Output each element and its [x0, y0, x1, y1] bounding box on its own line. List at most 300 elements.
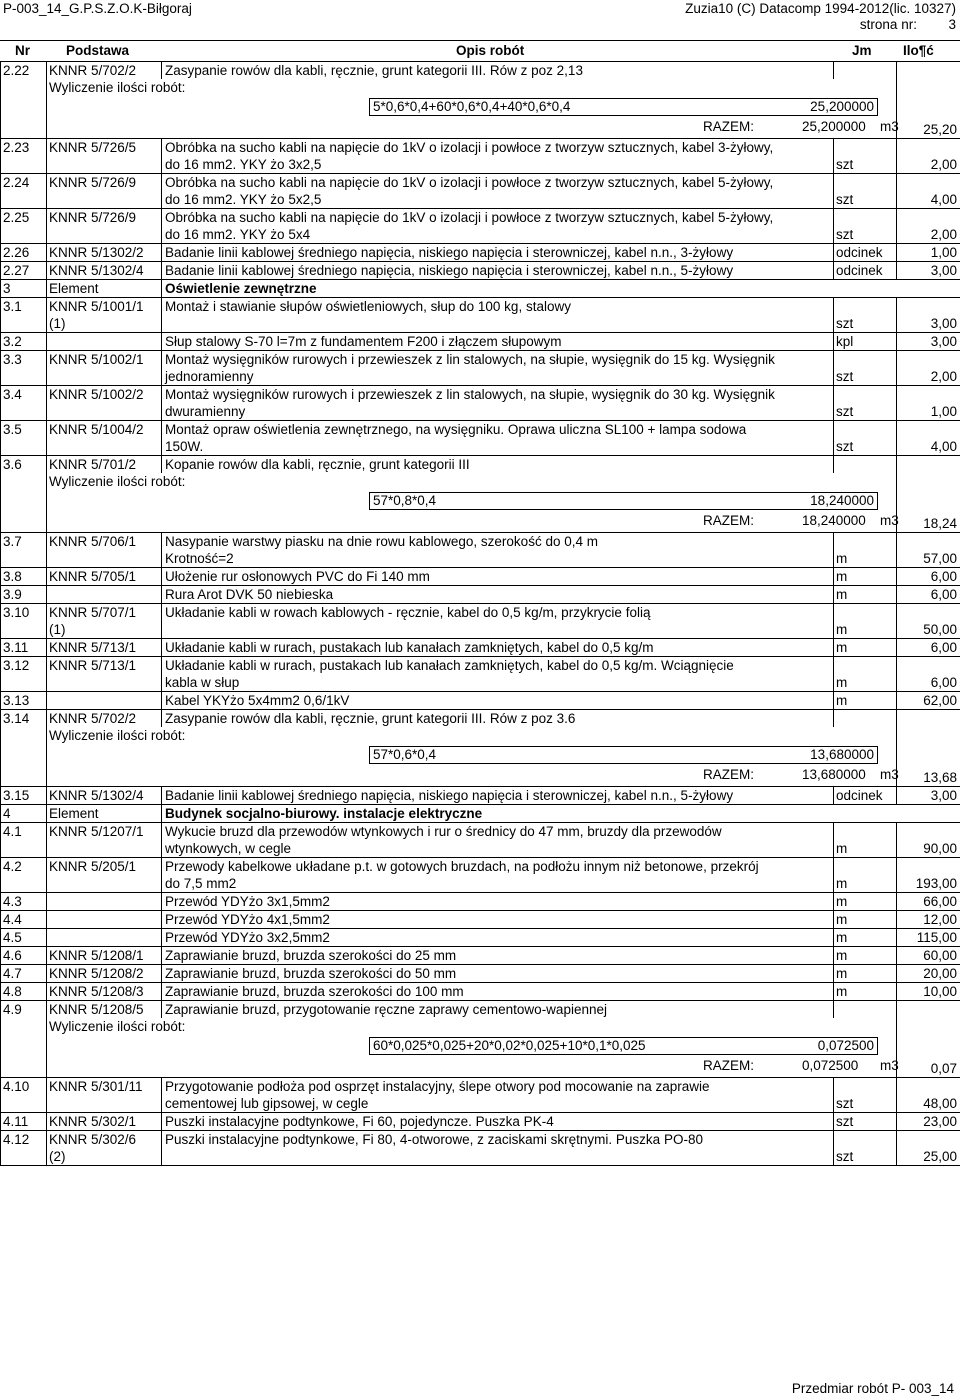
item-basis: KNNR 5/1302/4	[47, 262, 162, 280]
item-row	[1, 657, 960, 692]
calc-total: 0,07	[897, 1018, 960, 1078]
item-nr: 3.15	[1, 787, 47, 805]
item-basis	[47, 333, 162, 351]
document-id: P-003_14_G.P.S.Z.O.K-Biłgoraj	[3, 1, 192, 16]
item-unit: szt	[834, 386, 897, 421]
item-unit: m	[834, 533, 897, 568]
calc-total: 13,68	[897, 727, 960, 787]
item-basis: KNNR 5/706/1	[47, 533, 162, 568]
section-label: Element	[47, 805, 162, 823]
item-basis: KNNR 5/713/1	[47, 639, 162, 657]
item-quantity: 6,00	[897, 586, 960, 604]
item-description: Nasypanie warstwy piasku na dnie rowu kablowego, szerokość do 0,4 m	[165, 534, 598, 549]
calculation-row	[1, 1018, 960, 1078]
item-nr: 3.2	[1, 333, 47, 351]
item-unit: szt	[834, 1131, 897, 1166]
item-nr: 4.11	[1, 1113, 47, 1131]
item-quantity: 115,00	[897, 929, 960, 947]
item-nr: 4.10	[1, 1078, 47, 1113]
item-unit: m	[834, 823, 897, 858]
page-label: strona nr:	[859, 17, 917, 32]
item-description: Przygotowanie podłoża pod osprzęt instalacyjny, ślepe otwory pod mocowanie na zaprawie	[165, 1079, 710, 1094]
item-unit: szt	[834, 209, 897, 244]
item-unit: szt	[834, 351, 897, 386]
item-description-cell	[162, 209, 834, 244]
item-basis: KNNR 5/713/1	[47, 657, 162, 692]
item-row	[1, 692, 960, 710]
item-quantity: 6,00	[897, 657, 960, 692]
calculation-row	[1, 727, 960, 787]
section-title: Oświetlenie zewnętrzne	[162, 280, 834, 298]
col-header-opis: Opis robót	[456, 43, 525, 58]
item-description: Zasypanie rowów dla kabli, ręcznie, grunt kategorii III. Rów z poz 3.6	[165, 711, 576, 726]
item-description: Montaż i stawianie słupów oświetleniowych, słup do 100 kg, stalowy	[165, 299, 571, 314]
item-row	[1, 174, 960, 209]
item-row	[1, 533, 960, 568]
item-nr: 2.24	[1, 174, 47, 209]
item-nr: 3.5	[1, 421, 47, 456]
section-jm	[834, 805, 897, 823]
item-nr: 3.13	[1, 692, 47, 710]
item-description: Ułożenie rur osłonowych PVC do Fi 140 mm	[165, 569, 430, 584]
item-description	[162, 1148, 833, 1165]
calc-label: Wyliczenie ilości robót:	[49, 1019, 186, 1034]
item-description: Badanie linii kablowej średniego napięcia, niskiego napięcia i sterowniczej, kabel n.n., 5-żyłowy	[165, 263, 734, 278]
item-unit: m	[834, 858, 897, 893]
item-quantity: 193,00	[897, 858, 960, 893]
item-quantity: 1,00	[897, 386, 960, 421]
item-unit: m	[834, 692, 897, 710]
item-row	[1, 1001, 960, 1019]
item-unit: m	[834, 929, 897, 947]
item-row	[1, 823, 960, 858]
item-basis: KNNR 5/1302/2	[47, 244, 162, 262]
item-row	[1, 929, 960, 947]
item-unit: kpl	[834, 333, 897, 351]
item-quantity: 90,00	[897, 823, 960, 858]
item-nr: 4.1	[1, 823, 47, 858]
item-basis: KNNR 5/1208/5	[47, 1001, 162, 1019]
item-nr: 4.4	[1, 911, 47, 929]
item-nr: 2.26	[1, 244, 47, 262]
section-row	[1, 805, 960, 823]
item-row	[1, 1113, 960, 1131]
item-description-cell	[162, 604, 834, 639]
item-description: wtynkowych, w cegle	[165, 841, 292, 856]
item-description-cell	[162, 421, 834, 456]
item-basis: KNNR 5/1208/3	[47, 983, 162, 1001]
item-description: Zaprawianie bruzd, przygotowanie ręczne zaprawy cementowo-wapiennej	[165, 1002, 607, 1017]
item-description-cell	[162, 893, 834, 911]
item-quantity: 66,00	[897, 893, 960, 911]
item-basis: KNNR 5/707/1 (1)	[47, 604, 162, 639]
item-quantity: 3,00	[897, 262, 960, 280]
item-nr: 4.7	[1, 965, 47, 983]
item-description-cell	[162, 1078, 834, 1113]
item-nr: 3.7	[1, 533, 47, 568]
calc-nr-empty	[1, 1018, 47, 1078]
item-description: do 16 mm2. YKY żo 5x2,5	[165, 192, 322, 207]
calc-label: Wyliczenie ilości robót:	[49, 474, 186, 489]
item-description: Układanie kabli w rurach, pustakach lub kanałach zamkniętych, kabel do 0,5 kg/m	[165, 640, 654, 655]
item-unit	[834, 456, 897, 474]
item-basis: KNNR 5/726/9	[47, 174, 162, 209]
item-unit: szt	[834, 421, 897, 456]
item-nr: 3.14	[1, 710, 47, 728]
item-description: Krotność=2	[165, 551, 234, 566]
item-description-cell	[162, 262, 834, 280]
item-unit: szt	[834, 1113, 897, 1131]
item-quantity: 23,00	[897, 1113, 960, 1131]
item-quantity: 10,00	[897, 983, 960, 1001]
item-nr: 3.8	[1, 568, 47, 586]
page-value: 3	[948, 17, 956, 32]
razem-value: 18,240000	[802, 513, 866, 528]
calc-formula-box	[369, 1037, 878, 1055]
item-description: Układanie kabli w rurach, pustakach lub kanałach zamkniętych, kabel do 0,5 kg/m. Wciągnięcie	[165, 658, 734, 673]
item-unit: m	[834, 657, 897, 692]
item-quantity: 3,00	[897, 298, 960, 333]
item-basis: KNNR 5/1002/1	[47, 351, 162, 386]
item-description-cell	[162, 639, 834, 657]
razem-unit: m3	[880, 1058, 899, 1073]
item-quantity: 1,00	[897, 244, 960, 262]
item-quantity: 3,00	[897, 333, 960, 351]
calc-formula-box	[369, 98, 878, 116]
item-description-cell	[162, 929, 834, 947]
item-row	[1, 586, 960, 604]
calc-formula: 5*0,6*0,4+60*0,6*0,4+40*0,6*0,4	[373, 99, 571, 114]
item-quantity: 6,00	[897, 568, 960, 586]
item-quantity: 62,00	[897, 692, 960, 710]
section-ilosc	[897, 280, 960, 298]
item-unit: m	[834, 911, 897, 929]
item-basis: KNNR 5/726/9	[47, 209, 162, 244]
item-row	[1, 911, 960, 929]
item-description: Montaż wysięgników rurowych i przewieszek z lin stalowych, na słupie, wysięgnik do 30 kg. Wysięgnik	[165, 387, 775, 402]
item-description-cell	[162, 298, 834, 333]
item-nr: 4.12	[1, 1131, 47, 1166]
calc-value: 18,240000	[810, 493, 874, 508]
col-header-nr: Nr	[15, 43, 31, 58]
calc-label: Wyliczenie ilości robót:	[49, 80, 186, 95]
item-description: Zaprawianie bruzd, bruzda szerokości do 100 mm	[165, 984, 464, 999]
calculation-block	[47, 473, 897, 533]
item-description: Rura Arot DVK 50 niebieska	[165, 587, 334, 602]
item-quantity: 48,00	[897, 1078, 960, 1113]
item-description-cell	[162, 333, 834, 351]
col-header-podstawa: Podstawa	[66, 43, 130, 58]
item-description-cell	[162, 351, 834, 386]
item-description: Montaż opraw oświetlenia zewnętrznego, na wysięgniku. Oprawa uliczna SL100 + lampa sodowa	[165, 422, 747, 437]
item-nr: 2.25	[1, 209, 47, 244]
item-description-cell	[162, 1113, 834, 1131]
item-quantity: 25,00	[897, 1131, 960, 1166]
razem-value: 13,680000	[802, 767, 866, 782]
item-description: Obróbka na sucho kabli na napięcie do 1kV o izolacji i powłoce z tworzyw sztucznych, kabel 5-żyłowy,	[165, 210, 774, 225]
item-description: do 7,5 mm2	[165, 876, 237, 891]
item-quantity: 4,00	[897, 174, 960, 209]
item-description: do 16 mm2. YKY żo 5x4	[165, 227, 311, 242]
item-quantity: 50,00	[897, 604, 960, 639]
item-description: cementowej lub gipsowej, w cegle	[165, 1096, 369, 1111]
item-nr: 3.3	[1, 351, 47, 386]
item-description-cell	[162, 62, 834, 80]
item-description: dwuramienny	[165, 404, 246, 419]
calc-label: Wyliczenie ilości robót:	[49, 728, 186, 743]
item-description-cell	[162, 174, 834, 209]
razem-unit: m3	[880, 767, 899, 782]
item-row	[1, 262, 960, 280]
item-basis: KNNR 5/205/1	[47, 858, 162, 893]
item-description: 150W.	[165, 439, 204, 454]
item-row	[1, 983, 960, 1001]
item-description-cell	[162, 858, 834, 893]
item-basis: KNNR 5/726/5	[47, 139, 162, 174]
calc-formula: 57*0,6*0,4	[373, 747, 437, 762]
razem-unit: m3	[880, 513, 899, 528]
item-description: Przewody kabelkowe układane p.t. w gotowych bruzdach, na podłożu innym niż betonowe, przekrój	[165, 859, 759, 874]
item-basis	[47, 893, 162, 911]
calc-formula: 57*0,8*0,4	[373, 493, 437, 508]
item-basis: KNNR 5/705/1	[47, 568, 162, 586]
section-label: Element	[47, 280, 162, 298]
item-description: Zaprawianie bruzd, bruzda szerokości do 50 mm	[165, 966, 457, 981]
item-unit: odcinek	[834, 262, 897, 280]
item-nr: 2.27	[1, 262, 47, 280]
item-basis: KNNR 5/702/2	[47, 62, 162, 80]
item-unit: m	[834, 604, 897, 639]
item-basis: KNNR 5/1208/1	[47, 947, 162, 965]
item-description: Zaprawianie bruzd, bruzda szerokości do 25 mm	[165, 948, 457, 963]
item-unit: szt	[834, 1078, 897, 1113]
item-unit: odcinek	[834, 244, 897, 262]
razem-label: RAZEM:	[703, 119, 755, 134]
item-description-cell	[162, 965, 834, 983]
calculation-block	[47, 79, 897, 139]
item-row	[1, 858, 960, 893]
item-basis: KNNR 5/302/6 (2)	[47, 1131, 162, 1166]
item-description: Montaż wysięgników rurowych i przewieszek z lin stalowych, na słupie, wysięgnik do 15 kg. Wysięgnik	[165, 352, 775, 367]
item-row	[1, 639, 960, 657]
calc-formula: 60*0,025*0,025+20*0,02*0,025+10*0,1*0,025	[373, 1038, 646, 1053]
item-description: Przewód YDYżo 3x2,5mm2	[165, 930, 330, 945]
item-row	[1, 1131, 960, 1166]
item-description-cell	[162, 1001, 834, 1019]
razem-label: RAZEM:	[703, 1058, 755, 1073]
item-description-cell	[162, 911, 834, 929]
section-nr: 3	[1, 280, 47, 298]
item-description-cell	[162, 983, 834, 1001]
item-row	[1, 1078, 960, 1113]
item-description-cell	[162, 533, 834, 568]
item-description: Obróbka na sucho kabli na napięcie do 1kV o izolacji i powłoce z tworzyw sztucznych, kabel 5-żyłowy,	[165, 175, 774, 190]
item-unit: m	[834, 586, 897, 604]
calc-nr-empty	[1, 727, 47, 787]
item-nr: 4.3	[1, 893, 47, 911]
item-basis: KNNR 5/1001/1 (1)	[47, 298, 162, 333]
item-description: Słup stalowy S-70 l=7m z fundamentem F200 i złączem słupowym	[165, 334, 562, 349]
item-quantity	[897, 710, 960, 728]
item-description: Przewód YDYżo 4x1,5mm2	[165, 912, 330, 927]
item-row	[1, 244, 960, 262]
item-quantity: 2,00	[897, 139, 960, 174]
item-quantity: 4,00	[897, 421, 960, 456]
calc-nr-empty	[1, 79, 47, 139]
item-nr: 4.2	[1, 858, 47, 893]
item-quantity	[897, 1001, 960, 1019]
item-description-cell	[162, 1131, 834, 1166]
item-row	[1, 947, 960, 965]
item-unit: odcinek	[834, 787, 897, 805]
item-quantity	[897, 62, 960, 80]
item-quantity: 57,00	[897, 533, 960, 568]
item-basis	[47, 929, 162, 947]
item-basis: KNNR 5/1004/2	[47, 421, 162, 456]
item-basis: KNNR 5/1302/4	[47, 787, 162, 805]
page-number	[860, 17, 956, 32]
calc-nr-empty	[1, 473, 47, 533]
item-description: do 16 mm2. YKY żo 3x2,5	[165, 157, 322, 172]
item-description: Przewód YDYżo 3x1,5mm2	[165, 894, 330, 909]
calculation-block	[47, 727, 897, 787]
razem-value: 25,200000	[802, 119, 866, 134]
item-unit: m	[834, 983, 897, 1001]
item-row	[1, 62, 960, 80]
item-unit	[834, 62, 897, 80]
item-description-cell	[162, 947, 834, 965]
razem-unit: m3	[880, 119, 899, 134]
item-unit: m	[834, 965, 897, 983]
item-nr: 3.12	[1, 657, 47, 692]
item-nr: 3.11	[1, 639, 47, 657]
item-description-cell	[162, 386, 834, 421]
item-row	[1, 298, 960, 333]
footer-label: Przedmiar robót P- 003_14	[791, 1381, 954, 1396]
item-description: Kabel YKYżo 5x4mm2 0,6/1kV	[165, 693, 350, 708]
item-unit: m	[834, 639, 897, 657]
calc-total: 18,24	[897, 473, 960, 533]
item-unit	[834, 710, 897, 728]
item-basis	[47, 586, 162, 604]
item-row	[1, 787, 960, 805]
item-quantity: 6,00	[897, 639, 960, 657]
item-unit: m	[834, 947, 897, 965]
item-description: Kopanie rowów dla kabli, ręcznie, grunt kategorii III	[165, 457, 470, 472]
item-row	[1, 351, 960, 386]
item-quantity: 2,00	[897, 351, 960, 386]
item-nr: 3.4	[1, 386, 47, 421]
item-row	[1, 333, 960, 351]
item-description: Badanie linii kablowej średniego napięcia, niskiego napięcia i sterowniczej, kabel n.n., 3-żyłowy	[165, 245, 734, 260]
item-basis: KNNR 5/701/2	[47, 456, 162, 474]
calc-value: 0,072500	[817, 1038, 874, 1053]
item-row	[1, 209, 960, 244]
item-description	[162, 315, 833, 332]
item-description-cell	[162, 823, 834, 858]
item-row	[1, 456, 960, 474]
cost-estimate-table	[0, 61, 960, 1166]
item-unit	[834, 1001, 897, 1019]
item-description: kabla w słup	[165, 675, 240, 690]
section-jm	[834, 280, 897, 298]
item-unit: m	[834, 893, 897, 911]
item-quantity: 20,00	[897, 965, 960, 983]
calc-formula-box	[369, 746, 878, 764]
software-license: Zuzia10 (C) Datacomp 1994-2012(lic. 10327)	[685, 1, 956, 16]
item-basis: KNNR 5/1207/1	[47, 823, 162, 858]
item-quantity: 12,00	[897, 911, 960, 929]
item-row	[1, 568, 960, 586]
item-description: Zasypanie rowów dla kabli, ręcznie, grunt kategorii III. Rów z poz 2,13	[165, 63, 583, 78]
section-ilosc	[897, 805, 960, 823]
item-basis: KNNR 5/302/1	[47, 1113, 162, 1131]
item-nr: 4.5	[1, 929, 47, 947]
calculation-block	[47, 1018, 897, 1078]
razem-label: RAZEM:	[703, 767, 755, 782]
item-description-cell	[162, 657, 834, 692]
item-nr: 3.9	[1, 586, 47, 604]
item-description-cell	[162, 692, 834, 710]
calc-value: 25,200000	[810, 99, 874, 114]
item-unit: m	[834, 568, 897, 586]
item-nr: 2.23	[1, 139, 47, 174]
item-nr: 3.1	[1, 298, 47, 333]
item-quantity: 3,00	[897, 787, 960, 805]
item-unit: szt	[834, 139, 897, 174]
item-row	[1, 965, 960, 983]
item-description-cell	[162, 456, 834, 474]
item-description-cell	[162, 139, 834, 174]
item-row	[1, 710, 960, 728]
item-basis: KNNR 5/1208/2	[47, 965, 162, 983]
section-row	[1, 280, 960, 298]
calc-formula-box	[369, 492, 878, 510]
item-nr: 3.6	[1, 456, 47, 474]
item-basis	[47, 692, 162, 710]
item-row	[1, 386, 960, 421]
calculation-row	[1, 473, 960, 533]
item-description-cell	[162, 710, 834, 728]
item-basis: KNNR 5/702/2	[47, 710, 162, 728]
section-nr: 4	[1, 805, 47, 823]
item-nr: 4.6	[1, 947, 47, 965]
item-nr: 4.9	[1, 1001, 47, 1019]
item-description-cell	[162, 568, 834, 586]
item-description	[162, 621, 833, 638]
item-nr: 3.10	[1, 604, 47, 639]
item-row	[1, 893, 960, 911]
item-nr: 4.8	[1, 983, 47, 1001]
item-basis: KNNR 5/301/11	[47, 1078, 162, 1113]
header-top-rule	[0, 40, 960, 41]
item-description-cell	[162, 787, 834, 805]
item-description: Badanie linii kablowej średniego napięcia, niskiego napięcia i sterowniczej, kabel n.n., 5-żyłowy	[165, 788, 734, 803]
calculation-row	[1, 79, 960, 139]
item-basis	[47, 911, 162, 929]
item-description: Puszki instalacyjne podtynkowe, Fi 60, pojedyncze. Puszka PK-4	[165, 1114, 554, 1129]
item-quantity: 60,00	[897, 947, 960, 965]
razem-value: 0,072500	[802, 1058, 859, 1073]
item-row	[1, 604, 960, 639]
calc-value: 13,680000	[810, 747, 874, 762]
item-description-cell	[162, 244, 834, 262]
item-row	[1, 139, 960, 174]
calc-total: 25,20	[897, 79, 960, 139]
item-quantity: 2,00	[897, 209, 960, 244]
section-title: Budynek socjalno-biurowy. instalacje elektryczne	[162, 805, 834, 823]
item-row	[1, 421, 960, 456]
